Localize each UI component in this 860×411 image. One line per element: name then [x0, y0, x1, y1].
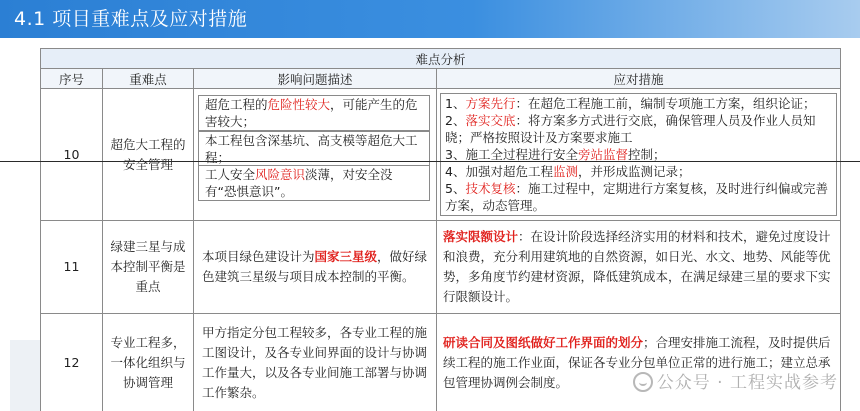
key-point-cell: 超危大工程的安全管理: [103, 89, 194, 221]
impact-cell: 甲方指定分包工程较多，各专业工程的施工图设计，及各专业间界面的设计与协调工作量大，以及各专业间施工部署与协调工作繁杂。: [194, 314, 437, 411]
impact-block: 本工程包含深基坑、高支模等超危大工程；: [198, 131, 430, 167]
page-title: 4.1 项目重难点及应对措施: [14, 8, 248, 30]
column-header-key-point: 重难点: [103, 69, 194, 89]
watermark: [633, 368, 838, 393]
table-row: [41, 89, 841, 221]
overlay-horizontal-line: [0, 161, 860, 162]
table-row: [41, 314, 841, 411]
impact-block: 工人安全风险意识淡薄，对安全没有“恐惧意识”。: [198, 165, 430, 201]
key-point-cell: 绿建三星与成本控制平衡是重点: [103, 221, 194, 314]
column-header-measures: 应对措施: [437, 69, 841, 89]
measures-cell: 落实限额设计：在设计阶段选择经济实用的材料和技术，避免过度设计和浪费，充分利用建筑地的自然资源，如日光、水文、地势、风能等优势，多角度节约建材资源，降低建筑成本，在满足绿建三星的要求下实行限额设计。: [437, 221, 841, 314]
measures-cell: 研读合同及图纸做好工作界面的划分；合理安排施工流程，及时提供后续工程的施工作业面，保证各专业分包单位正常的进行施工；建立总承包管理协调例会制度。: [437, 314, 841, 411]
wechat-icon: [633, 372, 653, 392]
row-number: 12: [41, 314, 103, 411]
row-number: 11: [41, 221, 103, 314]
watermark-text: 公众号 · 工程实战参考: [656, 373, 838, 393]
title-bar: [0, 0, 860, 38]
measure-item: 1、方案先行：在超危工程施工前，编制专项施工方案，组织论证； 2、落实交底：将方案多方式进行交底，确保管理人员及作业人员知晓；严格按照设计及方案要求施工 3、施工全过程进行安全旁站监督控制； 4、加强对超危工程监测，并形成监测记录； 5、技术复核：施工过程中，定期进行方案复核，及时进行纠偏或完善方案，动态管理。: [440, 93, 837, 216]
impact-cell: [194, 89, 437, 221]
impact-cell: 本项目绿色建设计为国家三星级，做好绿色建筑三星级与项目成本控制的平衡。: [194, 221, 437, 314]
row-number: 10: [41, 89, 103, 221]
table-row: [41, 221, 841, 314]
column-header-no: 序号: [41, 69, 103, 89]
column-header-impact: 影响问题描述: [194, 69, 437, 89]
difficulty-analysis-table: [40, 48, 840, 411]
table-band-title: 难点分析: [41, 49, 841, 69]
measures-cell: [437, 89, 841, 221]
key-point-cell: 专业工程多，一体化组织与协调管理: [103, 314, 194, 411]
impact-block: 超危工程的危险性较大，可能产生的危害较大；: [198, 95, 430, 131]
